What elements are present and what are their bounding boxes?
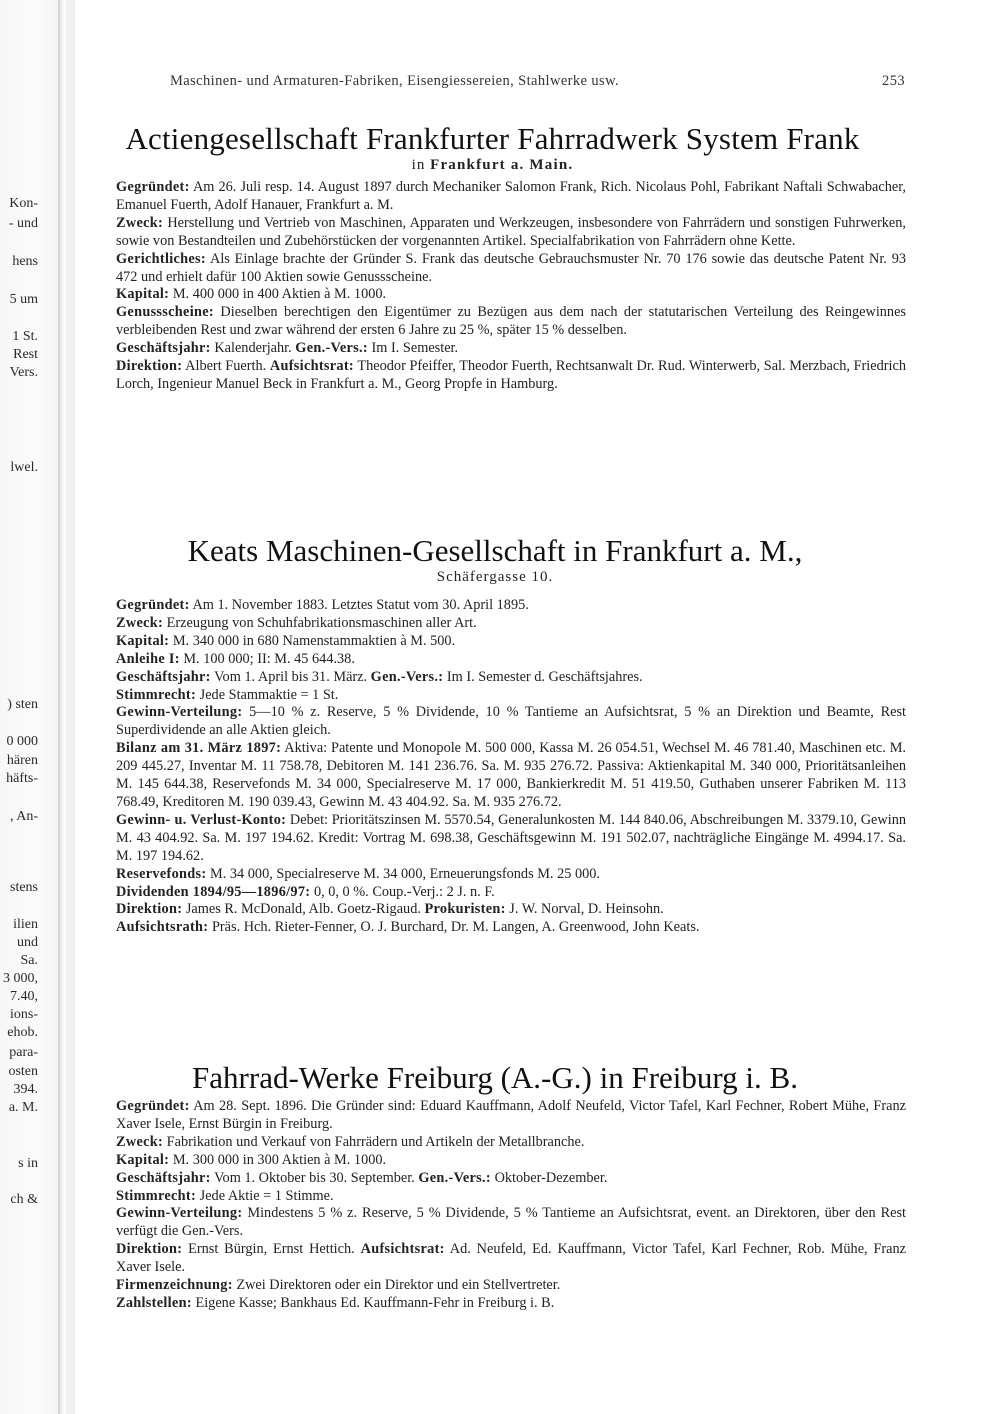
- margin-fragment: ch &: [10, 1192, 38, 1207]
- entry-3-body: [116, 1098, 906, 1313]
- entry-field: Direktion: James R. McDonald, Alb. Goetz-Rigaud. Prokuristen: J. W. Norval, D. Heinsohn.: [116, 901, 664, 918]
- margin-fragment: hären: [6, 753, 38, 768]
- entry-2-address: Schäfergasse 10.: [436, 569, 554, 585]
- margin-fragment: 394.: [13, 1082, 38, 1097]
- entry-field: Dividenden 1894/95—1896/97: 0, 0, 0 %. Coup.-Verj.: 2 J. n. F.: [116, 883, 495, 900]
- page-fold-shadow: [58, 0, 66, 1414]
- margin-fragment: ions-: [10, 1007, 38, 1022]
- entry-field: Stimmrecht: Jede Aktie = 1 Stimme.: [116, 1187, 334, 1204]
- margin-fragment: s in: [18, 1156, 38, 1171]
- margin-fragment: ) sten: [7, 697, 38, 712]
- entry-field: Reservefonds: M. 34 000, Specialreserve M. 34 000, Erneuerungsfonds M. 25 000.: [116, 865, 600, 882]
- entry-field: Kapital: M. 300 000 in 300 Aktien à M. 1000.: [116, 1151, 387, 1168]
- margin-fragment: a. M.: [8, 1100, 38, 1115]
- margin-fragment: , An-: [10, 809, 38, 824]
- entry-field: Bilanz am 31. März 1897: Aktiva: Patente und Monopole M. 500 000, Kassa M. 26 054.51, Wechsel M. 46 781.40, Maschinen etc. M. 209 445.27, Inventar M. 11 758.78, Debitoren M. 141 236.76. Sa. M. 935 276.72. Passiva: Aktienkapital M. 340 000, Prioritätsanleihen M. 145 644.38, Reservefonds M. 34 000, Specialreserve M. 17 000, Bankierkredit M. 51 419.50, Guthaben unserer Fabriken M. 113 768.49, Kreditoren M. 190 039.43, Gewinn M. 43 404.92. Sa. M. 935 276.72.: [116, 740, 906, 810]
- margin-fragment: 7.40,: [10, 989, 38, 1004]
- margin-fragment: 0 000: [6, 734, 38, 749]
- page-number: 253: [882, 73, 905, 89]
- running-header-text: Maschinen- und Armaturen-Fabriken, Eisengiessereien, Stahlwerke usw.: [170, 73, 620, 89]
- entry-3-title: Fahrrad-Werke Freiburg (A.-G.) in Freiburg i. B.: [192, 1060, 798, 1095]
- margin-fragment: ehob.: [7, 1025, 38, 1040]
- entry-field: Geschäftsjahr: Vom 1. Oktober bis 30. September. Gen.-Vers.: Oktober-Dezember.: [116, 1169, 608, 1186]
- entry-field: Direktion: Albert Fuerth. Aufsichtsrat: Theodor Pfeiffer, Theodor Fuerth, Rechtsanwalt Dr. Rud. Winterwerb, Sal. Merzbach, Friedrich Lorch, Ingenieur Manuel Beck in Frankfurt a. M., Georg Propfe in Hamburg.: [116, 358, 907, 392]
- entry-field: Gegründet: Am 1. November 1883. Letztes Statut vom 30. April 1895.: [116, 597, 529, 613]
- margin-fragment: lwel.: [10, 460, 38, 475]
- entry-field: Zahlstellen: Eigene Kasse; Bankhaus Ed. Kauffmann-Fehr in Freiburg i. B.: [116, 1294, 555, 1311]
- margin-fragment: para-: [9, 1045, 38, 1060]
- entry-field: Gegründet: Am 28. Sept. 1896. Die Gründer sind: Eduard Kauffmann, Adolf Neufeld, Victor Tafel, Karl Fechner, Robert Mühe, Franz Xaver Isele, Ernst Bürgin in Freiburg.: [116, 1098, 906, 1132]
- entry-field: Geschäftsjahr: Vom 1. April bis 31. März. Gen.-Vers.: Im I. Semester d. Geschäftsjahres.: [116, 668, 643, 685]
- entry-field: Genussscheine: Dieselben berechtigen den Eigentümer zu Bezügen aus dem nach der statutarischen Verteilung des Reingewinnes verbleibenden Rest und zwar während der ersten 6 Jahre zu 25 %, später 15 % desselben.: [116, 304, 906, 339]
- entry-field: Gerichtliches: Als Einlage brachte der Gründer S. Frank das deutsche Gebrauchsmuster Nr. 70 176 sowie das deutsche Patent Nr. 93 472 und erhielt dafür 100 Aktien sowie Genussscheine.: [116, 250, 906, 285]
- entry-1-location: in Frankfurt a. Main.: [411, 157, 574, 173]
- entry-field: Kapital: M. 400 000 in 400 Aktien à M. 1000.: [116, 286, 387, 303]
- entry-2-title: Keats Maschinen-Gesellschaft in Frankfurt a. M.,: [187, 533, 803, 568]
- entry-field: Zweck: Herstellung und Vertrieb von Maschinen, Apparaten und Werkzeugen, insbesondere von Fahrrädern und sonstigen Fuhrwerken, sowie von Bestandteilen und Zubehörstücken der vorgenannten Artikel. Specialfabrikation von Fahrrädern ohne Kette.: [116, 214, 906, 249]
- entry-field: Gewinn-Verteilung: 5—10 % z. Reserve, 5 % Dividende, 10 % Tantieme an Aufsichtsrat, 5 % an Direktion und Beamte, Rest Superdividende an alle Aktien gleich.: [116, 704, 906, 739]
- margin-fragment: Rest: [13, 347, 38, 362]
- margin-fragment: und: [17, 935, 38, 950]
- entry-field: Kapital: M. 340 000 in 680 Namenstammaktien à M. 500.: [116, 632, 456, 649]
- entry-field: Geschäftsjahr: Kalenderjahr. Gen.-Vers.: Im I. Semester.: [116, 340, 459, 357]
- entry-2-body: [116, 597, 906, 937]
- entry-field: Anleihe I: M. 100 000; II: M. 45 644.38.: [116, 650, 355, 667]
- margin-fragment: 1 St.: [12, 329, 38, 344]
- margin-fragment: osten: [8, 1064, 38, 1079]
- entry-1-title: Actiengesellschaft Frankfurter Fahrradwerk System Frank: [125, 121, 860, 156]
- entry-1-body: [116, 179, 906, 394]
- margin-fragment: häfts-: [6, 771, 38, 786]
- entry-field: Gewinn- u. Verlust-Konto: Debet: Prioritätszinsen M. 5570.54, Generalunkosten M. 144 840.06, Abschreibungen M. 3379.10, Gewinn M. 43 404.92. Sa. M. 197 194.62. Kredit: Vortrag M. 698.38, Geschäftsgewinn M. 191 502.07, nachträgliche Eingänge M. 4994.17. Sa. M. 197 194.62.: [116, 811, 906, 864]
- entry-field: Zweck: Erzeugung von Schuhfabrikationsmaschinen aller Art.: [116, 614, 477, 631]
- margin-fragment: hens: [12, 254, 38, 269]
- margin-fragment: ilien: [13, 917, 38, 932]
- margin-fragment: - und: [8, 216, 38, 231]
- entry-field: Zweck: Fabrikation und Verkauf von Fahrrädern und Artikeln der Metallbranche.: [116, 1133, 585, 1150]
- margin-fragment: Vers.: [9, 365, 38, 380]
- margin-fragment: Kon-: [9, 196, 38, 211]
- margin-fragment: Sa.: [20, 953, 38, 968]
- entry-field: Gegründet: Am 26. Juli resp. 14. August 1897 durch Mechaniker Salomon Frank, Rich. Nicolaus Pohl, Fabrikant Naftali Schwabacher, Emanuel Fuerth, Adolf Hanauer, Frankfurt a. M.: [116, 179, 906, 213]
- entry-field: Aufsichtsrath: Präs. Hch. Rieter-Fenner, O. J. Burchard, Dr. M. Langen, A. Greenwood, John Keats.: [116, 919, 700, 936]
- entry-field: Stimmrecht: Jede Stammaktie = 1 St.: [116, 686, 339, 703]
- margin-fragment: 3 000,: [3, 971, 38, 986]
- entry-field: Firmenzeichnung: Zwei Direktoren oder ein Direktor und ein Stellvertreter.: [116, 1277, 561, 1294]
- entry-field: Gewinn-Verteilung: Mindestens 5 % z. Reserve, 5 % Dividende, 5 % Tantieme an Aufsichtsrat, event. an Direktoren, über den Rest verfügt die Gen.-Vers.: [116, 1205, 906, 1240]
- margin-fragment: 5 um: [9, 292, 38, 307]
- entry-field: Direktion: Ernst Bürgin, Ernst Hettich. Aufsichtsrat: Ad. Neufeld, Ed. Kauffmann, Victor Tafel, Karl Fechner, Rob. Mühe, Franz Xaver Isele.: [116, 1241, 907, 1276]
- running-header: [170, 73, 905, 90]
- margin-fragment: stens: [10, 880, 38, 895]
